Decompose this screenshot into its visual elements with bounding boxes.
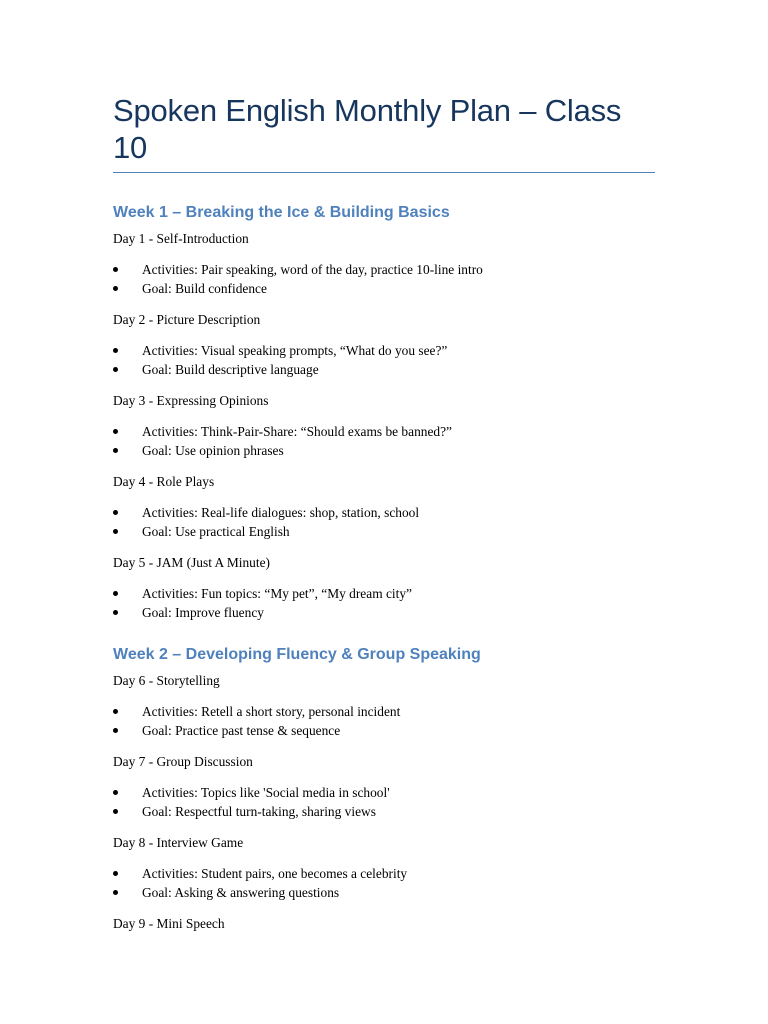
bullet-icon: [113, 871, 118, 876]
activities-text: Activities: Student pairs, one becomes a celebrity: [142, 866, 408, 882]
week-1-section: [113, 202, 655, 622]
list-item: [113, 360, 655, 379]
day-bullet-list: [113, 503, 655, 541]
goal-text: Goal: Use opinion phrases: [142, 443, 284, 459]
list-item: [113, 422, 655, 441]
day-bullet-list: [113, 783, 655, 821]
list-item: [113, 721, 655, 740]
list-item: [113, 503, 655, 522]
bullet-icon: [113, 267, 118, 272]
list-item: [113, 603, 655, 622]
list-item: [113, 260, 655, 279]
bullet-icon: [113, 286, 118, 291]
bullet-icon: [113, 429, 118, 434]
week-heading: Week 2 – Developing Fluency & Group Speaking: [113, 646, 481, 664]
list-item: [113, 279, 655, 298]
goal-text: Goal: Practice past tense & sequence: [142, 723, 341, 739]
bullet-icon: [113, 367, 118, 372]
day-bullet-list: [113, 864, 655, 902]
list-item: [113, 441, 655, 460]
goal-text: Goal: Respectful turn-taking, sharing views: [142, 804, 376, 820]
bullet-icon: [113, 348, 118, 353]
day-label: Day 4 - Role Plays: [113, 474, 215, 490]
list-item: [113, 522, 655, 541]
bullet-icon: [113, 591, 118, 596]
bullet-icon: [113, 448, 118, 453]
list-item: [113, 864, 655, 883]
goal-text: Goal: Build confidence: [142, 281, 267, 297]
activities-text: Activities: Topics like 'Social media in school': [142, 785, 390, 801]
bullet-icon: [113, 728, 118, 733]
goal-text: Goal: Asking & answering questions: [142, 885, 340, 901]
bullet-icon: [113, 709, 118, 714]
week-heading: Week 1 – Breaking the Ice & Building Basics: [113, 204, 450, 222]
day-label: Day 3 - Expressing Opinions: [113, 393, 269, 409]
activities-text: Activities: Retell a short story, personal incident: [142, 704, 401, 720]
bullet-icon: [113, 529, 118, 534]
title-divider: [113, 172, 655, 173]
day-bullet-list: [113, 341, 655, 379]
day-label: Day 9 - Mini Speech: [113, 916, 225, 932]
day-label: Day 1 - Self-Introduction: [113, 231, 249, 247]
day-label: Day 2 - Picture Description: [113, 312, 261, 328]
list-item: [113, 802, 655, 821]
goal-text: Goal: Build descriptive language: [142, 362, 319, 378]
day-label: Day 8 - Interview Game: [113, 835, 244, 851]
activities-text: Activities: Fun topics: “My pet”, “My dream city”: [142, 586, 412, 602]
activities-text: Activities: Real-life dialogues: shop, station, school: [142, 505, 420, 521]
bullet-icon: [113, 510, 118, 515]
page-title: Spoken English Monthly Plan – Class 10: [113, 93, 622, 166]
bullet-icon: [113, 809, 118, 814]
day-label: Day 6 - Storytelling: [113, 673, 220, 689]
bullet-icon: [113, 790, 118, 795]
bullet-icon: [113, 610, 118, 615]
goal-text: Goal: Use practical English: [142, 524, 290, 540]
list-item: [113, 702, 655, 721]
list-item: [113, 341, 655, 360]
activities-text: Activities: Visual speaking prompts, “What do you see?”: [142, 343, 448, 359]
day-label: Day 5 - JAM (Just A Minute): [113, 555, 270, 571]
activities-text: Activities: Think-Pair-Share: “Should exams be banned?”: [142, 424, 452, 440]
week-2-section: [113, 644, 655, 933]
list-item: [113, 883, 655, 902]
day-bullet-list: [113, 260, 655, 298]
list-item: [113, 584, 655, 603]
day-bullet-list: [113, 702, 655, 740]
goal-text: Goal: Improve fluency: [142, 605, 264, 621]
day-bullet-list: [113, 584, 655, 622]
bullet-icon: [113, 890, 118, 895]
day-label: Day 7 - Group Discussion: [113, 754, 253, 770]
list-item: [113, 783, 655, 802]
day-bullet-list: [113, 422, 655, 460]
activities-text: Activities: Pair speaking, word of the day, practice 10-line intro: [142, 262, 483, 278]
